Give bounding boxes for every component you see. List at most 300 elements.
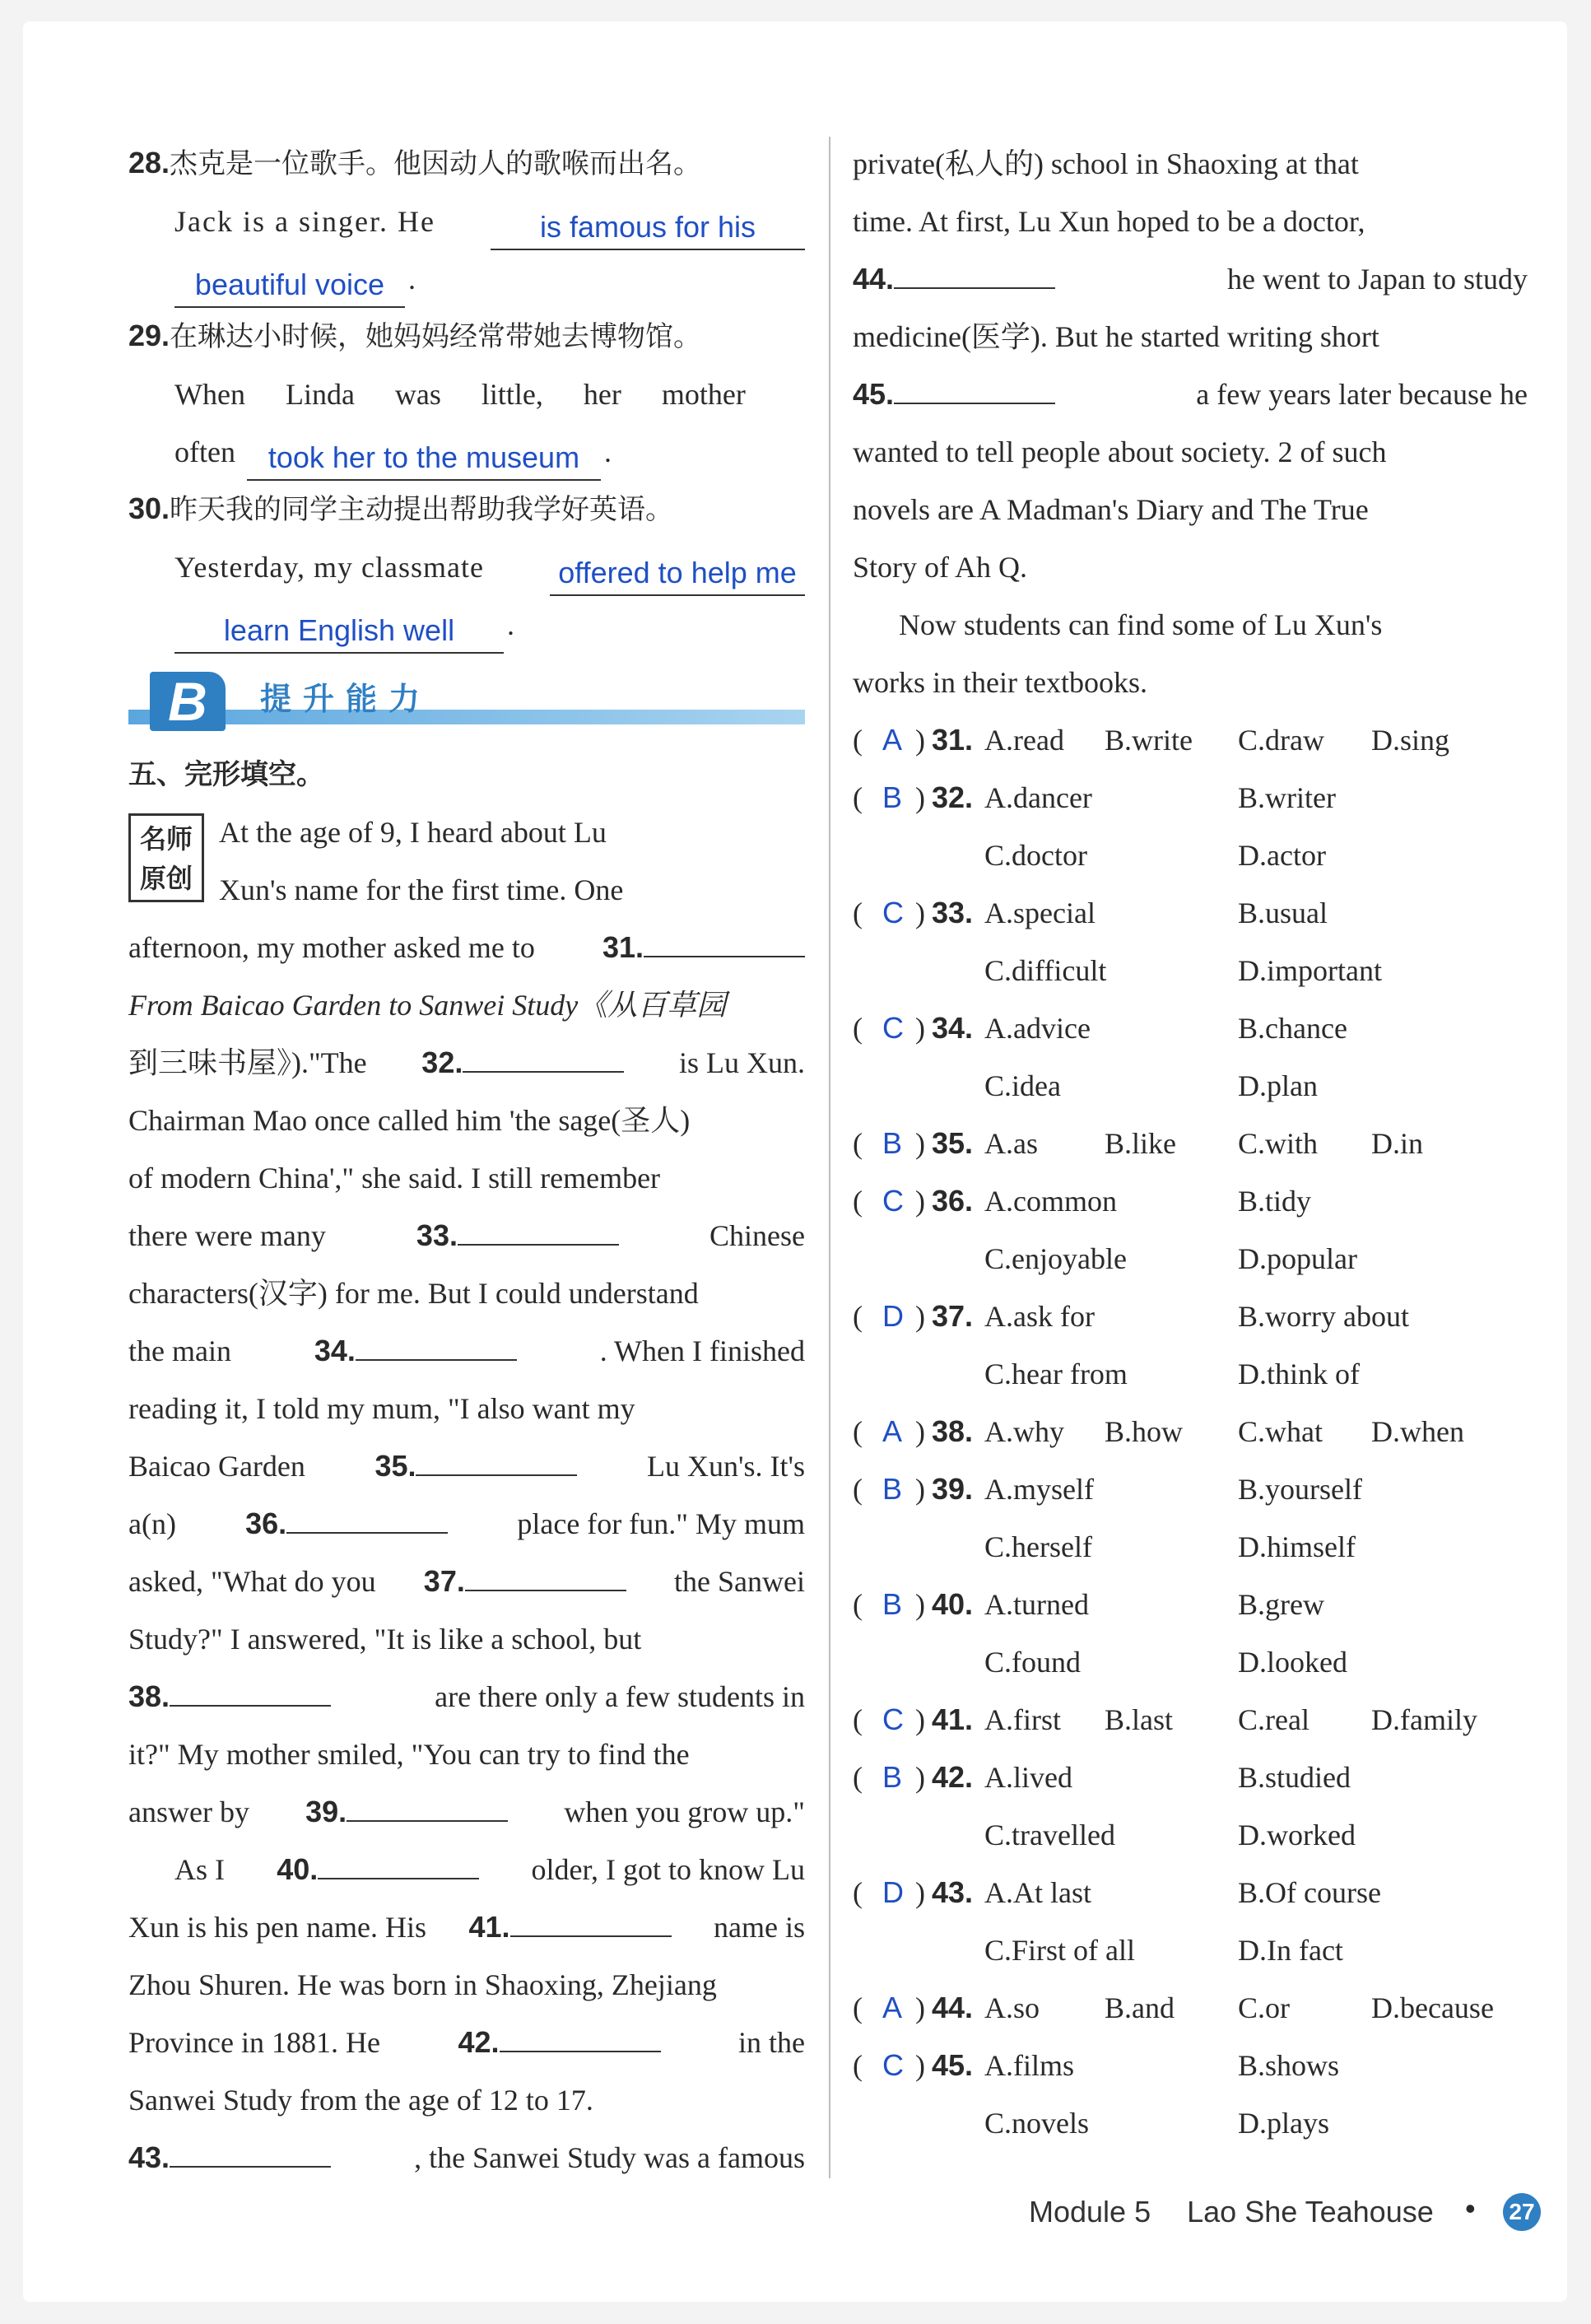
paren-open: (	[853, 1991, 863, 2024]
passage-text: Baicao Garden	[128, 1450, 305, 1483]
option[interactable]: C.draw	[1238, 724, 1324, 757]
choice-question	[853, 1288, 1528, 1345]
page-number: 27	[1503, 2193, 1541, 2231]
blank-number: 43.	[128, 2140, 170, 2174]
passage-text: , the Sanwei Study was a famous	[414, 2141, 805, 2174]
passage-line	[128, 1322, 805, 1380]
blank-number: 42.	[458, 2025, 500, 2059]
blank-number: 33.	[416, 1218, 458, 1252]
paren-open: (	[853, 1703, 863, 1736]
answer-blank[interactable]	[510, 1899, 672, 1937]
blank-group	[421, 1034, 624, 1092]
paren-open: (	[853, 897, 863, 929]
selected-answer[interactable]: B	[882, 1760, 903, 1794]
choice-question	[853, 1864, 1528, 1921]
option[interactable]: D.worked	[1238, 1819, 1356, 1851]
passage-line	[128, 1553, 805, 1610]
answer-blank[interactable]	[356, 1323, 517, 1361]
selected-answer[interactable]: D	[882, 1875, 904, 1909]
option[interactable]: C.with	[1238, 1127, 1319, 1160]
passage-line	[128, 1726, 805, 1783]
option[interactable]: A.lived	[984, 1761, 1072, 1794]
answer-blank[interactable]	[644, 920, 805, 957]
q28-line1: Jack is a singer. He is famous for his	[128, 193, 805, 250]
passage-line	[128, 1783, 805, 1841]
passage-line	[853, 423, 1528, 481]
passage-line	[128, 1092, 805, 1149]
choice-question	[853, 884, 1528, 942]
passage-line	[128, 1495, 805, 1553]
passage-text: . When I finished	[599, 1334, 805, 1367]
passage-text: Lu Xun's. It's	[647, 1450, 805, 1483]
passage-text: it?" My mother smiled, "You can try to find the	[128, 1738, 690, 1771]
selected-answer[interactable]: B	[882, 1472, 903, 1506]
passage-line	[128, 2014, 805, 2071]
answer-blank[interactable]	[500, 2014, 661, 2052]
passage-line	[853, 308, 1528, 366]
q29-chinese: 在琳达小时候，她妈妈经常带她去博物馆。	[170, 320, 702, 353]
blank-group	[424, 1553, 626, 1610]
q30-line2: learn English well .	[128, 596, 805, 654]
passage-line	[853, 250, 1528, 308]
selected-answer[interactable]: A	[882, 1414, 903, 1448]
answer-blank[interactable]	[416, 1438, 577, 1476]
question-number: 35.	[932, 1126, 974, 1160]
answer-blank[interactable]	[465, 1553, 626, 1591]
answer-blank[interactable]	[286, 1496, 448, 1534]
option[interactable]: B.yourself	[1238, 1473, 1362, 1506]
option[interactable]: A.myself	[984, 1473, 1094, 1506]
paren-close: )	[915, 1185, 925, 1218]
passage-left-lines	[128, 803, 805, 2187]
q28-prompt: 28.杰克是一位歌手。他因动人的歌喉而出名。	[128, 146, 702, 180]
option[interactable]: D.sing	[1371, 724, 1450, 757]
blank-number: 37.	[423, 1564, 465, 1598]
passage-text: wanted to tell people about society. 2 of such	[853, 435, 1387, 468]
passage-line	[128, 976, 805, 1034]
passage-text: Chinese	[709, 1219, 805, 1252]
right-column	[853, 135, 1528, 2152]
answer-blank[interactable]	[894, 251, 1055, 289]
selected-answer[interactable]: A	[882, 1991, 903, 2024]
q28-answer-2[interactable]: beautiful voice	[174, 263, 405, 308]
question-number: 45.	[932, 2048, 974, 2082]
blank-group	[305, 1783, 508, 1841]
footer-module: Module 5	[1029, 2195, 1151, 2229]
blank-number: 35.	[374, 1449, 416, 1483]
q30-answer-1[interactable]: offered to help me	[550, 552, 805, 596]
passage-line	[853, 654, 1528, 711]
passage-text: private(私人的) school in Shaoxing at that	[853, 147, 1359, 180]
choice-question	[853, 1115, 1528, 1172]
q28-answer-1[interactable]: is famous for his	[491, 206, 805, 250]
choice-question-cont	[853, 1806, 1528, 1864]
blank-group	[468, 1898, 671, 1956]
passage-text: medicine(医学). But he started writing short	[853, 320, 1379, 353]
passage-line	[853, 481, 1528, 538]
question-number: 33.	[932, 896, 974, 929]
blank-group	[458, 2014, 660, 2071]
passage-text: he went to Japan to study	[1227, 263, 1528, 296]
question-number: 37.	[932, 1299, 974, 1333]
q29-line1: When Linda was little, her mother	[174, 378, 746, 411]
paren-close: )	[915, 1012, 925, 1045]
selected-answer[interactable]: C	[882, 2048, 904, 2082]
passage-line	[128, 2129, 805, 2187]
option[interactable]: B.worry about	[1238, 1300, 1409, 1333]
passage-line	[128, 1610, 805, 1668]
option[interactable]: C.what	[1238, 1415, 1323, 1448]
question-number: 40.	[932, 1587, 974, 1621]
option[interactable]: C.real	[1238, 1703, 1310, 1736]
passage-text: Province in 1881. He	[128, 2026, 380, 2059]
passage-line	[128, 919, 805, 976]
option[interactable]: C.herself	[984, 1530, 1092, 1563]
selected-answer[interactable]: B	[882, 1587, 903, 1621]
question-number: 38.	[932, 1414, 974, 1448]
paren-close: )	[915, 1761, 925, 1794]
passage-text: Story of Ah Q.	[853, 551, 1028, 584]
blank-number: 41.	[468, 1910, 510, 1944]
blank-number: 32.	[421, 1046, 463, 1079]
passage-line	[853, 596, 1528, 654]
paren-close: )	[915, 1991, 925, 2024]
answer-blank[interactable]	[347, 1784, 508, 1822]
passage-text: there were many	[128, 1219, 326, 1252]
passage-text: the Sanwei	[674, 1565, 805, 1598]
left-column	[128, 135, 805, 654]
paren-close: )	[915, 1588, 925, 1621]
banner-letter: B	[150, 672, 226, 731]
option[interactable]: B.shows	[1238, 2049, 1340, 2082]
paren-close: )	[915, 724, 925, 757]
option[interactable]: B.write	[1105, 724, 1193, 757]
passage-text: From Baicao Garden to Sanwei Study《从百草园	[128, 989, 727, 1022]
passage-text: 到三味书屋》)."The	[128, 1046, 367, 1079]
paren-close: )	[915, 1300, 925, 1333]
paren-close: )	[915, 1473, 925, 1506]
option[interactable]: D.popular	[1238, 1242, 1357, 1275]
option[interactable]: D.family	[1371, 1703, 1477, 1736]
passage-line	[853, 366, 1528, 423]
passage-line	[128, 1380, 805, 1437]
passage-right-lines	[853, 135, 1528, 711]
blank-number: 36.	[245, 1507, 287, 1540]
blank-number: 34.	[314, 1334, 356, 1367]
passage-line	[128, 861, 805, 919]
answer-choices	[853, 711, 1528, 2152]
blank-group	[602, 919, 805, 976]
choice-question-cont	[853, 1345, 1528, 1403]
option[interactable]: C.found	[984, 1646, 1081, 1679]
passage-line	[128, 1034, 805, 1092]
passage-line	[853, 135, 1528, 193]
passage-line	[128, 803, 805, 861]
passage-line	[128, 1264, 805, 1322]
selected-answer[interactable]: B	[882, 780, 903, 814]
passage-text: a few years later because he	[1196, 378, 1528, 411]
passage-text: asked, "What do you	[128, 1565, 376, 1598]
question-number: 44.	[932, 1991, 974, 2024]
paren-open: (	[853, 1473, 863, 1506]
paren-close: )	[915, 2049, 925, 2082]
option[interactable]: A.ask for	[984, 1300, 1095, 1333]
paren-open: (	[853, 1012, 863, 1045]
passage-line	[853, 538, 1528, 596]
option[interactable]: D.plan	[1238, 1069, 1318, 1102]
question-number: 32.	[932, 780, 974, 814]
banner-bar	[128, 710, 805, 724]
blank-group	[128, 1668, 331, 1726]
blank-number: 40.	[277, 1852, 319, 1886]
option[interactable]: A.as	[984, 1127, 1038, 1160]
passage-text: of modern China'," she said. I still remember	[128, 1162, 661, 1195]
option[interactable]: B.tidy	[1238, 1185, 1312, 1218]
passage-text: reading it, I told my mum, "I also want my	[128, 1392, 635, 1425]
option[interactable]: C.or	[1238, 1991, 1290, 2024]
selected-answer[interactable]: A	[882, 723, 903, 757]
passage-text: Now students can find some of Lu Xun's	[899, 608, 1383, 641]
passage-line	[128, 1898, 805, 1956]
answer-blank[interactable]	[170, 1669, 331, 1707]
question-number: 31.	[932, 723, 974, 757]
choice-question-cont	[853, 1921, 1528, 1979]
option[interactable]: A.why	[984, 1415, 1064, 1448]
blank-number: 31.	[602, 930, 644, 964]
question-number: 41.	[932, 1702, 974, 1736]
blank-number: 44.	[853, 262, 895, 296]
passage-text: is Lu Xun.	[678, 1046, 805, 1079]
q28-chinese: 杰克是一位歌手。他因动人的歌喉而出名。	[170, 147, 702, 180]
choice-question	[853, 999, 1528, 1057]
blank-group	[314, 1322, 517, 1380]
paren-open: (	[853, 2049, 863, 2082]
option[interactable]: C.hear from	[984, 1358, 1128, 1390]
answer-blank[interactable]	[170, 2130, 331, 2168]
option[interactable]: B.grew	[1238, 1588, 1324, 1621]
footer-bullet: •	[1465, 2191, 1476, 2225]
blank-number: 45.	[853, 377, 895, 411]
blank-group	[128, 2129, 331, 2187]
blank-group	[374, 1437, 577, 1495]
choice-question-cont	[853, 2094, 1528, 2152]
choice-question	[853, 769, 1528, 827]
question-number: 36.	[932, 1184, 974, 1218]
section-b-banner	[128, 672, 805, 731]
paren-open: (	[853, 1761, 863, 1794]
passage-text: in the	[738, 2026, 805, 2059]
blank-group	[853, 250, 1055, 308]
blank-group	[853, 366, 1055, 423]
option[interactable]: B.last	[1105, 1703, 1174, 1736]
option[interactable]: C.enjoyable	[984, 1242, 1127, 1275]
option[interactable]: A.special	[984, 897, 1096, 929]
passage-text: At the age of 9, I heard about Lu	[219, 816, 607, 849]
passage-text: the main	[128, 1334, 231, 1367]
option[interactable]: D.looked	[1238, 1646, 1347, 1679]
passage-text: Sanwei Study from the age of 12 to 17.	[128, 2084, 593, 2117]
option[interactable]: B.studied	[1238, 1761, 1351, 1794]
option[interactable]: B.like	[1105, 1127, 1176, 1160]
selected-answer[interactable]: D	[882, 1299, 904, 1333]
cloze-section	[128, 746, 805, 2187]
option[interactable]: A.films	[984, 2049, 1075, 2082]
paren-open: (	[853, 1588, 863, 1621]
paren-close: )	[915, 1876, 925, 1909]
passage-text: older, I got to know Lu	[531, 1853, 805, 1886]
option[interactable]: C.First of all	[984, 1934, 1136, 1967]
option[interactable]: A.common	[984, 1185, 1117, 1218]
passage-line	[128, 1149, 805, 1207]
selected-answer[interactable]: C	[882, 1184, 904, 1218]
q29-answer[interactable]: took her to the museum	[247, 436, 601, 481]
passage-text: when you grow up."	[564, 1795, 805, 1828]
selected-answer[interactable]: B	[882, 1126, 903, 1160]
passage-text: characters(汉字) for me. But I could understand	[128, 1277, 699, 1310]
q30-answer-2[interactable]: learn English well	[174, 609, 504, 654]
question-number: 42.	[932, 1760, 974, 1794]
paren-open: (	[853, 1127, 863, 1160]
question-number: 43.	[932, 1875, 974, 1909]
option[interactable]: A.dancer	[984, 781, 1092, 814]
option[interactable]: A.first	[984, 1703, 1061, 1736]
passage-text: afternoon, my mother asked me to	[128, 931, 535, 964]
paren-open: (	[853, 1876, 863, 1909]
choice-question	[853, 1172, 1528, 1230]
choice-question	[853, 711, 1528, 769]
answer-blank[interactable]	[894, 366, 1055, 404]
q29-prompt: 29.在琳达小时候，她妈妈经常带她去博物馆。	[128, 319, 702, 353]
column-divider	[829, 137, 830, 2178]
teacher-original-badge: 名师 原创	[128, 813, 204, 902]
passage-line	[128, 1841, 805, 1898]
option[interactable]: A.read	[984, 724, 1064, 757]
option[interactable]: B.chance	[1238, 1012, 1347, 1045]
passage-text: Study?" I answered, "It is like a school, but	[128, 1623, 642, 1656]
workbook-page	[23, 21, 1567, 2302]
answer-blank[interactable]	[463, 1035, 624, 1073]
choice-question	[853, 1749, 1528, 1806]
selected-answer[interactable]: C	[882, 1702, 904, 1736]
option[interactable]: B.and	[1105, 1991, 1175, 2024]
choice-question	[853, 1403, 1528, 1460]
paren-open: (	[853, 781, 863, 814]
paren-close: )	[915, 1703, 925, 1736]
passage-text: Chairman Mao once called him 'the sage(圣人)	[128, 1104, 691, 1137]
option[interactable]: A.At last	[984, 1876, 1091, 1909]
blank-number: 39.	[305, 1795, 347, 1828]
paren-open: (	[853, 1185, 863, 1218]
passage-text: are there only a few students in	[435, 1680, 805, 1713]
paren-open: (	[853, 1300, 863, 1333]
option[interactable]: C.idea	[984, 1069, 1061, 1102]
choice-question-cont	[853, 1057, 1528, 1115]
option[interactable]: D.when	[1371, 1415, 1464, 1448]
passage-text: time. At first, Lu Xun hoped to be a doctor,	[853, 205, 1365, 238]
blank-group	[416, 1207, 619, 1264]
answer-blank[interactable]	[318, 1842, 479, 1879]
passage-text: name is	[714, 1911, 805, 1944]
passage-text: novels are A Madman's Diary and The True	[853, 493, 1369, 526]
choice-question-cont	[853, 1633, 1528, 1691]
passage-text: As I	[174, 1853, 225, 1886]
q30-prompt: 30.昨天我的同学主动提出帮助我学好英语。	[128, 491, 674, 526]
paren-close: )	[915, 1127, 925, 1160]
passage-line	[128, 1207, 805, 1264]
choice-question	[853, 1460, 1528, 1518]
option[interactable]: A.so	[984, 1991, 1040, 2024]
option[interactable]: C.doctor	[984, 839, 1087, 872]
passage-text: Xun is his pen name. His	[128, 1911, 426, 1944]
choice-question	[853, 1691, 1528, 1749]
passage-text: Xun's name for the first time. One	[219, 873, 624, 906]
passage-text: Zhou Shuren. He was born in Shaoxing, Zhejiang	[128, 1968, 717, 2001]
answer-blank[interactable]	[458, 1208, 619, 1246]
passage-line	[128, 1668, 805, 1726]
passage-text: place for fun." My mum	[517, 1507, 805, 1540]
paren-close: )	[915, 897, 925, 929]
paren-close: )	[915, 1415, 925, 1448]
option[interactable]: B.how	[1105, 1415, 1184, 1448]
section-heading: 五、完形填空。	[128, 758, 324, 791]
q28-line2: beautiful voice .	[128, 250, 805, 308]
q29-line2: often took her to the museum .	[128, 423, 805, 481]
passage-text: a(n)	[128, 1507, 176, 1540]
choice-question-cont	[853, 1230, 1528, 1288]
option[interactable]: D.actor	[1238, 839, 1326, 872]
blank-number: 38.	[128, 1679, 170, 1713]
choice-question	[853, 2037, 1528, 2094]
cloze-passage-left	[128, 803, 805, 2187]
paren-open: (	[853, 1415, 863, 1448]
question-number: 34.	[932, 1011, 974, 1045]
selected-answer[interactable]: C	[882, 1011, 904, 1045]
choice-question-cont	[853, 942, 1528, 999]
option[interactable]: A.advice	[984, 1012, 1091, 1045]
passage-line	[128, 1437, 805, 1495]
choice-question-cont	[853, 1518, 1528, 1576]
option[interactable]: B.usual	[1238, 897, 1328, 929]
paren-close: )	[915, 781, 925, 814]
option[interactable]: C.novels	[984, 2107, 1090, 2140]
selected-answer[interactable]: C	[882, 896, 904, 929]
option[interactable]: B.writer	[1238, 781, 1336, 814]
blank-group	[245, 1495, 448, 1553]
page-footer	[1029, 2195, 1434, 2229]
option[interactable]: B.Of course	[1238, 1876, 1381, 1909]
choice-question	[853, 1979, 1528, 2037]
option[interactable]: D.important	[1238, 954, 1382, 987]
option[interactable]: D.think of	[1238, 1358, 1360, 1390]
option[interactable]: A.turned	[984, 1588, 1089, 1621]
option[interactable]: C.travelled	[984, 1819, 1115, 1851]
option[interactable]: D.himself	[1238, 1530, 1356, 1563]
option[interactable]: D.plays	[1238, 2107, 1329, 2140]
passage-text: works in their textbooks.	[853, 666, 1147, 699]
passage-line	[128, 2071, 805, 2129]
passage-line	[128, 1956, 805, 2014]
option[interactable]: D.in	[1371, 1127, 1423, 1160]
option[interactable]: D.because	[1371, 1991, 1494, 2024]
choice-question-cont	[853, 827, 1528, 884]
choice-question	[853, 1576, 1528, 1633]
option[interactable]: C.difficult	[984, 954, 1107, 987]
passage-text: answer by	[128, 1795, 249, 1828]
banner-title: 提升能力	[260, 681, 432, 717]
q30-chinese: 昨天我的同学主动提出帮助我学好英语。	[170, 493, 674, 526]
paren-open: (	[853, 724, 863, 757]
option[interactable]: D.In fact	[1238, 1934, 1343, 1967]
